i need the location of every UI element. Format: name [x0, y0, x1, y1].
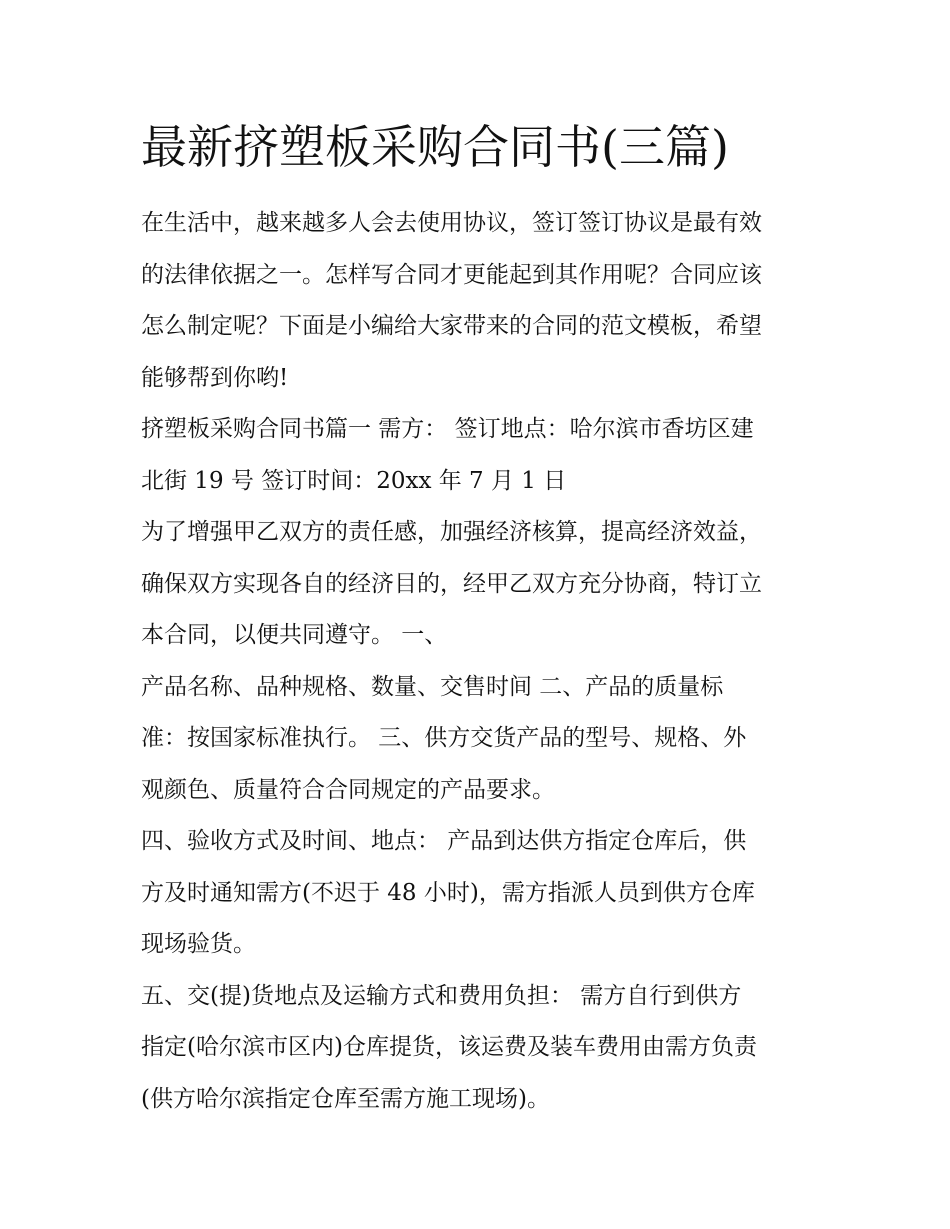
- body-line: 挤塑板采购合同书篇一 需方： 签订地点：哈尔滨市香坊区建: [141, 416, 754, 442]
- body-line: 的法律依据之一。怎样写合同才更能起到其作用呢？合同应该: [141, 261, 762, 288]
- body-line: 本合同，以便共同遵守。 一、: [141, 622, 448, 648]
- document-title: 最新挤塑板采购合同书(三篇): [141, 120, 729, 174]
- body-line: 四、验收方式及时间、地点： 产品到达供方指定仓库后，供: [141, 828, 747, 854]
- body-line: 怎么制定呢？下面是小编给大家带来的合同的范文模板，希望: [141, 313, 762, 339]
- body-line: 为了增强甲乙双方的责任感，加强经济核算，提高经济效益，: [141, 519, 762, 545]
- body-line: 北街 19 号 签订时间：20xx 年 7 月 1 日: [141, 467, 567, 494]
- body-line: 方及时通知需方(不迟于 48 小时)，需方指派人员到供方仓库: [141, 879, 755, 906]
- body-line: (供方哈尔滨指定仓库至需方施工现场)。: [141, 1085, 550, 1112]
- document-body: [141, 198, 821, 1125]
- body-line: 在生活中，越来越多人会去使用协议，签订签订协议是最有效: [141, 210, 762, 236]
- body-line: 指定(哈尔滨市区内)仓库提货，该运费及装车费用由需方负责: [141, 1034, 757, 1060]
- body-line: 观颜色、质量符合合同规定的产品要求。: [141, 776, 555, 803]
- body-line: 现场验货。: [141, 931, 256, 957]
- body-line: 五、交(提)货地点及运输方式和费用负担： 需方自行到供方: [141, 982, 742, 1009]
- body-line: 准：按国家标准执行。 三、供方交货产品的型号、规格、外: [141, 725, 747, 751]
- body-line: 能够帮到你哟!: [141, 364, 289, 391]
- body-line: 产品名称、品种规格、数量、交售时间 二、产品的质量标: [141, 673, 724, 700]
- body-line: 确保双方实现各自的经济目的，经甲乙双方充分协商，特订立: [141, 570, 762, 597]
